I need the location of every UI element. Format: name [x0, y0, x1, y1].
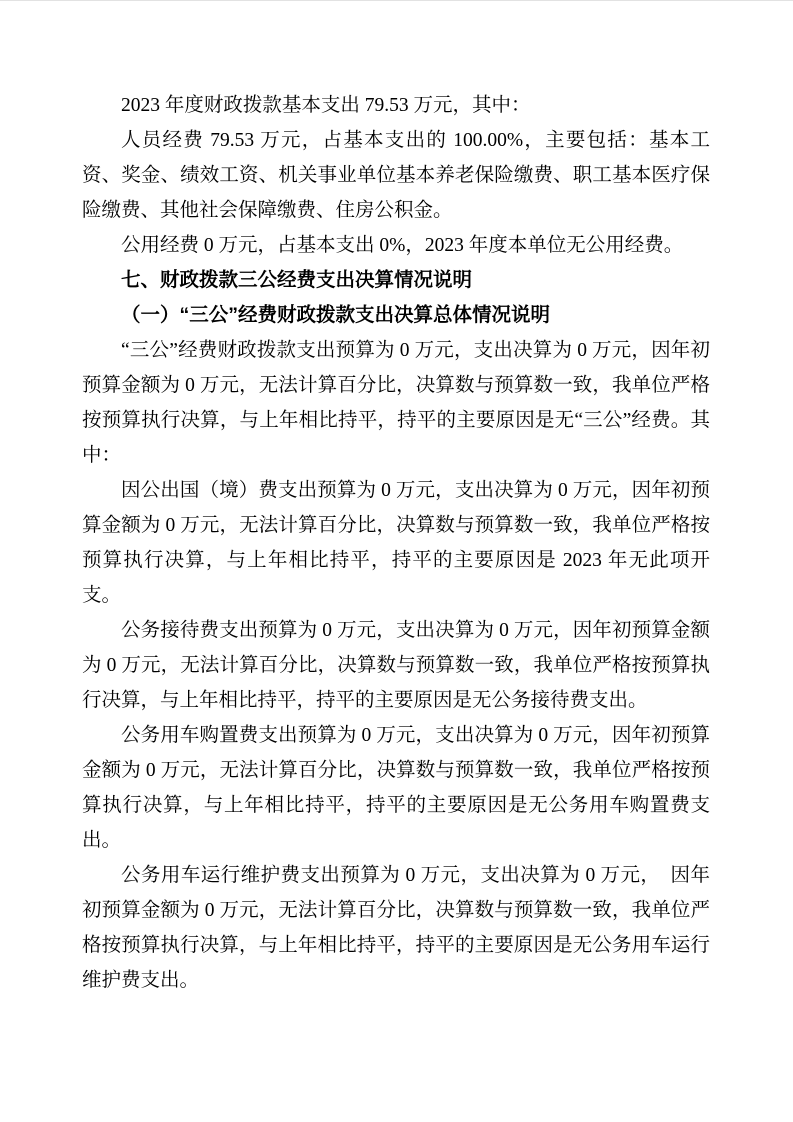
document-content	[82, 88, 710, 998]
para-public-funds: 公用经费 0 万元，占基本支出 0%，2023 年度本单位无公用经费。	[121, 235, 684, 256]
para-three-public-overall: “三公”经费财政拨款支出预算为 0 万元，支出决算为 0 万元，因年初预算金额为 0 万元，无法计算百分比，决算数与预算数一致，我单位严格按预算执行决算，与上年相比持平，持平的主要原因是无“三公”经费。其中：	[82, 340, 710, 466]
para-personnel-funds-detail: 人员经费 79.53 万元，占基本支出的 100.00%，主要包括：基本工资、奖金、绩效工资、机关事业单位基本养老保险缴费、职工基本医疗保险缴费、其他社会保障缴费、住房公积金。	[82, 130, 710, 221]
para-overseas-travel-expense: 因公出国（境）费支出预算为 0 万元，支出决算为 0 万元，因年初预算金额为 0 万元，无法计算百分比，决算数与预算数一致，我单位严格按预算执行决算，与上年相比持平，持平的主要原因是 2023 年无此项开支。	[82, 480, 710, 606]
para-vehicle-purchase-expense: 公务用车购置费支出预算为 0 万元，支出决算为 0 万元，因年初预算金额为 0 万元，无法计算百分比，决算数与预算数一致，我单位严格按预算执行决算，与上年相比持平，持平的主要原因是无公务用车购置费支出。	[82, 725, 710, 851]
heading-subsection-one-overall-situation: （一）“三公”经费财政拨款支出决算总体情况说明	[121, 304, 551, 326]
para-fiscal-basic-expenditure-total: 2023 年度财政拨款基本支出 79.53 万元，其中：	[121, 95, 531, 116]
heading-section-seven-three-public-expenses: 七、财政拨款三公经费支出决算情况说明	[121, 269, 473, 291]
page-top-edge	[0, 0, 793, 1]
para-vehicle-maintenance-expense: 公务用车运行维护费支出预算为 0 万元，支出决算为 0 万元， 因年初预算金额为 0 万元，无法计算百分比，决算数与预算数一致，我单位严格按预算执行决算，与上年相比持平，持平的主要原因是无公务用车运行维护费支出。	[82, 865, 710, 991]
para-official-reception-expense: 公务接待费支出预算为 0 万元，支出决算为 0 万元，因年初预算金额为 0 万元，无法计算百分比，决算数与预算数一致，我单位严格按预算执行决算，与上年相比持平，持平的主要原因是无公务接待费支出。	[82, 620, 710, 711]
